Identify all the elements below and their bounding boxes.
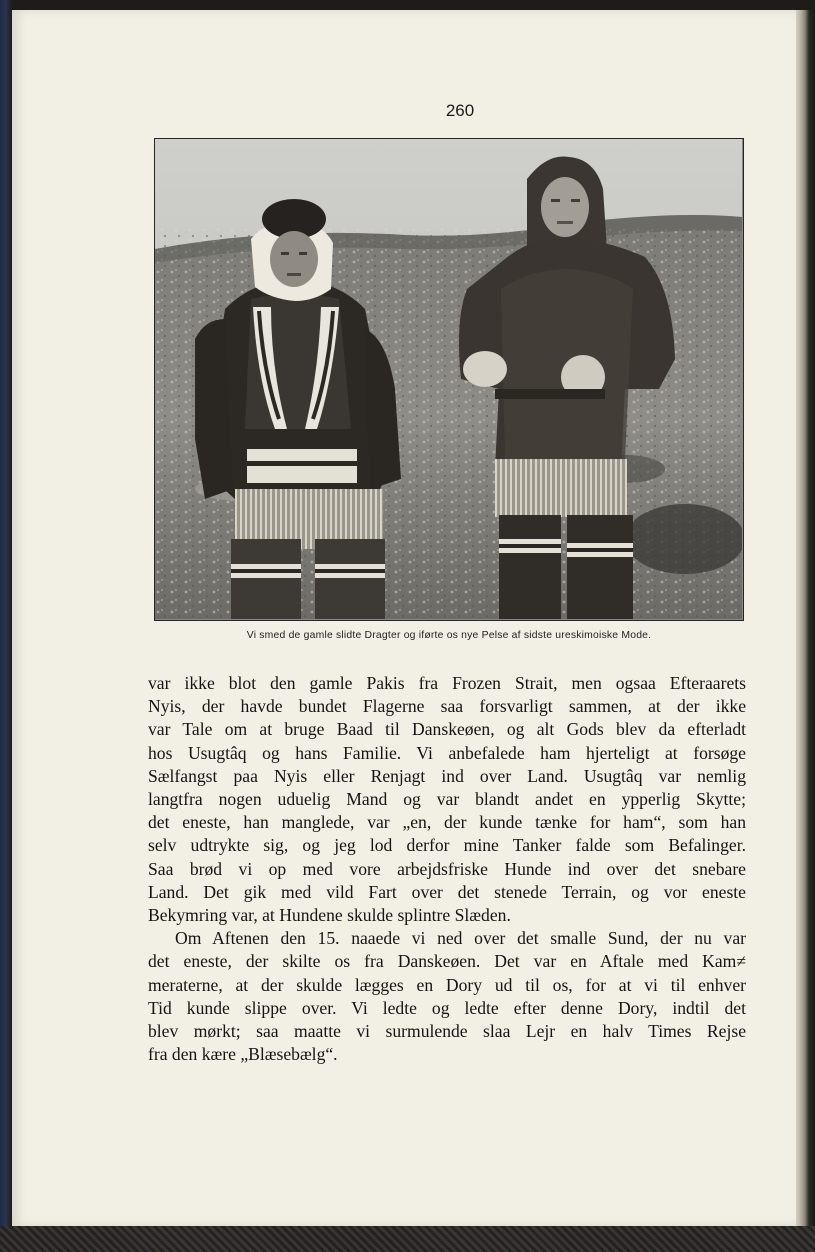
text-line: blev mørkt; saa maatte vi surmulende slaa Lejr en halv Times Rejse [148, 1021, 746, 1042]
text-line: selv udtrykte sig, og jeg lod derfor mine Tanker falde som Befalinger. [148, 835, 746, 856]
photograph-illustration [155, 139, 742, 619]
photo-caption: Vi smed de gamle slidte Dragter og iførte os nye Pelse af sidste ureskimoiske Mode. [246, 630, 652, 641]
text-line: langtfra nogen uduelig Mand og var blandt andet en ypperlig Skytte; [148, 789, 746, 810]
text-line: det eneste, der skilte os fra Danskeøen. Det var en Aftale med Kam≠ [148, 951, 746, 972]
page-stack-edge [795, 10, 815, 1226]
photograph [154, 138, 744, 621]
text-line: Tid kunde slippe over. Vi ledte og ledte efter denne Dory, indtil det [148, 997, 746, 1018]
text-line: meraterne, at der skulde lægges en Dory ud til os, for at vi til enhver [148, 974, 746, 995]
paragraph [148, 672, 746, 927]
text-line: hos Usugtâq og hans Familie. Vi anbefalede ham hjerteligt at forsøge [148, 742, 746, 763]
book-edge-bottom [0, 1226, 815, 1252]
text-line: Land. Det gik med vild Fart over det stenede Terrain, og vor eneste [148, 881, 746, 902]
text-line: Saa brød vi op med vore arbejdsfriske Hunde ind over det snebare [148, 858, 746, 879]
paragraph [148, 927, 746, 1066]
body-text [148, 672, 746, 1066]
text-line: var Tale om at bruge Baad til Danskeøen, og alt Gods blev da efterladt [148, 719, 746, 740]
text-line: det eneste, han manglede, var „en, der kunde tænke for ham“, som han [148, 812, 746, 833]
text-line: Bekymring var, at Hundene skulde splintre Slæden. [148, 905, 511, 926]
book-page [12, 10, 796, 1226]
text-line: Sælfangst paa Nyis eller Renjagt ind over Land. Usugtâq var nemlig [148, 765, 746, 786]
text-line: Nyis, der havde bundet Flagerne saa forsvarligt sammen, at der ikke [148, 696, 746, 717]
text-line: var ikke blot den gamle Pakis fra Frozen Strait, men ogsaa Efteraarets [148, 673, 746, 693]
page-number: 260 [445, 101, 475, 120]
text-line: fra den kære „Blæsebælg“. [148, 1044, 338, 1065]
text-line: Om Aftenen den 15. naaede vi ned over det smalle Sund, der nu var [175, 928, 746, 949]
